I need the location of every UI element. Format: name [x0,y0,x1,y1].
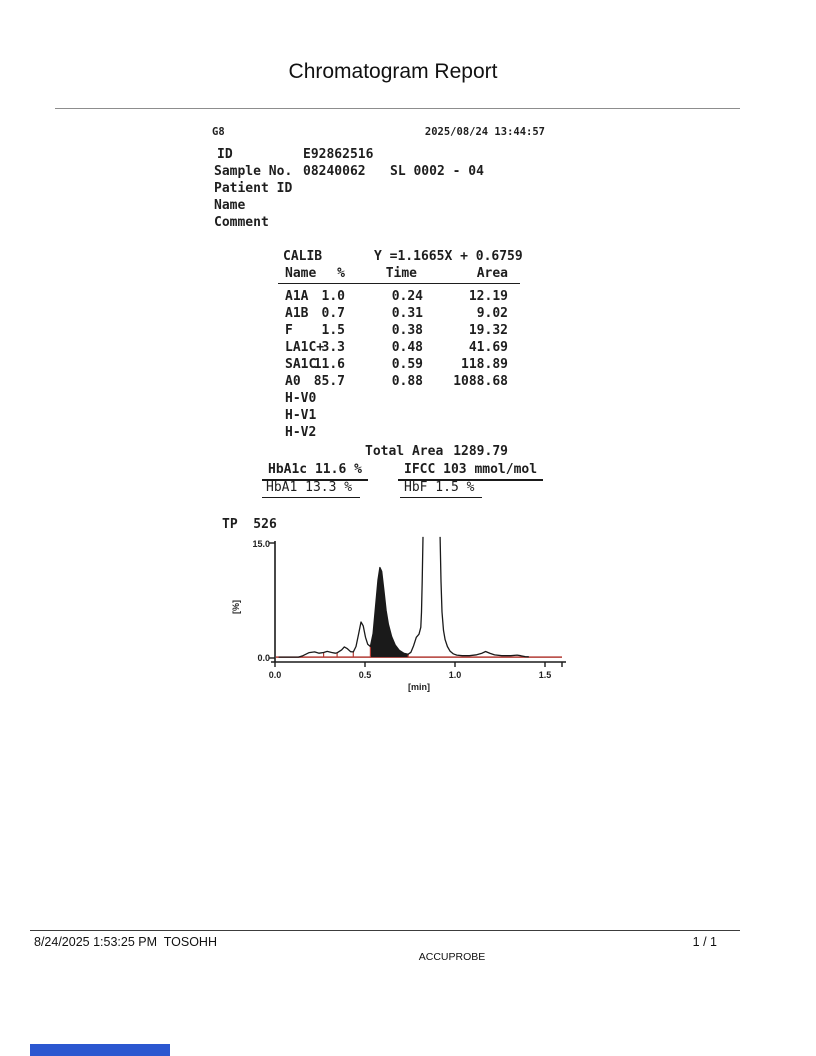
calib-label: CALIB [283,249,323,264]
col-header-name: Name [285,266,317,281]
cell-pct: 85.7 [313,374,345,389]
col-header-time: Time [385,266,417,281]
cell-name: A1B [285,306,309,321]
cell-area: 1088.68 [453,374,508,389]
page-title: Chromatogram Report [288,60,498,83]
x-tick-label: 1.5 [538,670,552,680]
cell-name: A1A [285,289,309,304]
table-row [278,289,520,306]
y-axis-min-label: 0.0 [257,653,270,663]
chromatogram-plot [215,515,571,693]
table-row [278,340,520,357]
cell-name: A0 [285,374,301,389]
cell-pct: 11.6 [313,357,345,372]
cell-time: 0.31 [391,306,423,321]
field-label-id: ID [217,147,233,162]
result-hba1c: HbA1c 11.6 % [262,460,368,478]
device-label: G8 [212,126,225,138]
footer-brand: ACCUPROBE [418,951,486,963]
cell-area: 12.19 [468,289,508,304]
table-row [278,374,520,391]
cell-pct: 1.0 [321,289,345,304]
table-row [278,306,520,323]
result-hba1: HbA1 13.3 % [262,478,360,496]
cell-pct: 0.7 [321,306,345,321]
table-header-underline [278,283,520,284]
field-label-comment: Comment [214,215,269,230]
chromatogram-chart [215,515,571,693]
chart-title-tp: TP 526 [222,517,277,532]
table-header-row [278,266,520,283]
cell-pct: 1.5 [321,323,345,338]
cell-area: 41.69 [468,340,508,355]
cell-time: 0.38 [391,323,423,338]
result-hbf: HbF 1.5 % [400,478,482,496]
cell-name: F [285,323,293,338]
field-extra-sample-lot: SL 0002 - 04 [390,164,484,179]
table-row [278,323,520,340]
x-tick-label: 1.0 [448,670,462,680]
footer-divider [30,930,740,931]
footer-timestamp: 8/24/2025 1:53:25 PM TOSOHH [34,935,217,949]
cell-area: 9.02 [476,306,508,321]
x-tick-label: 0.5 [358,670,372,680]
y-axis-title: [%] [231,600,241,614]
field-value-sample-no: 08240062 [303,164,366,179]
cell-name: LA1C+ [285,340,325,355]
table-row [278,357,520,374]
y-axis-max-label: 15.0 [252,539,270,549]
cell-time: 0.48 [391,340,423,355]
cell-name: H-V2 [285,425,317,440]
result-ifcc: IFCC 103 mmol/mol [398,460,543,478]
bottom-highlight-bar [30,1044,170,1056]
cell-time: 0.59 [391,357,423,372]
field-label-patient-id: Patient ID [214,181,293,196]
cell-area: 19.32 [468,323,508,338]
cell-name: SA1C [285,357,317,372]
table-row [278,425,520,442]
calib-equation: Y =1.1665X + 0.6759 [374,249,523,264]
table-row [278,408,520,425]
report-datetime: 2025/08/24 13:44:57 [424,126,545,138]
total-area-label: Total Area [365,444,444,459]
cell-name: H-V0 [285,391,317,406]
title-divider [55,108,740,109]
field-label-sample-no: Sample No. [214,164,293,179]
x-tick-label: 0.0 [268,670,282,680]
cell-name: H-V1 [285,408,317,423]
x-axis-title: [min] [408,682,430,692]
cell-pct: 3.3 [321,340,345,355]
footer-page-number: 1 / 1 [692,935,717,949]
col-header-pct: % [337,266,345,281]
field-value-id: E92862516 [303,147,374,162]
field-label-name: Name [214,198,246,213]
col-header-area: Area [476,266,508,281]
total-area-value: 1289.79 [453,444,508,459]
cell-time: 0.88 [391,374,423,389]
cell-time: 0.24 [391,289,423,304]
cell-area: 118.89 [461,357,508,372]
chart-trace-group [276,537,562,657]
table-row [278,391,520,408]
